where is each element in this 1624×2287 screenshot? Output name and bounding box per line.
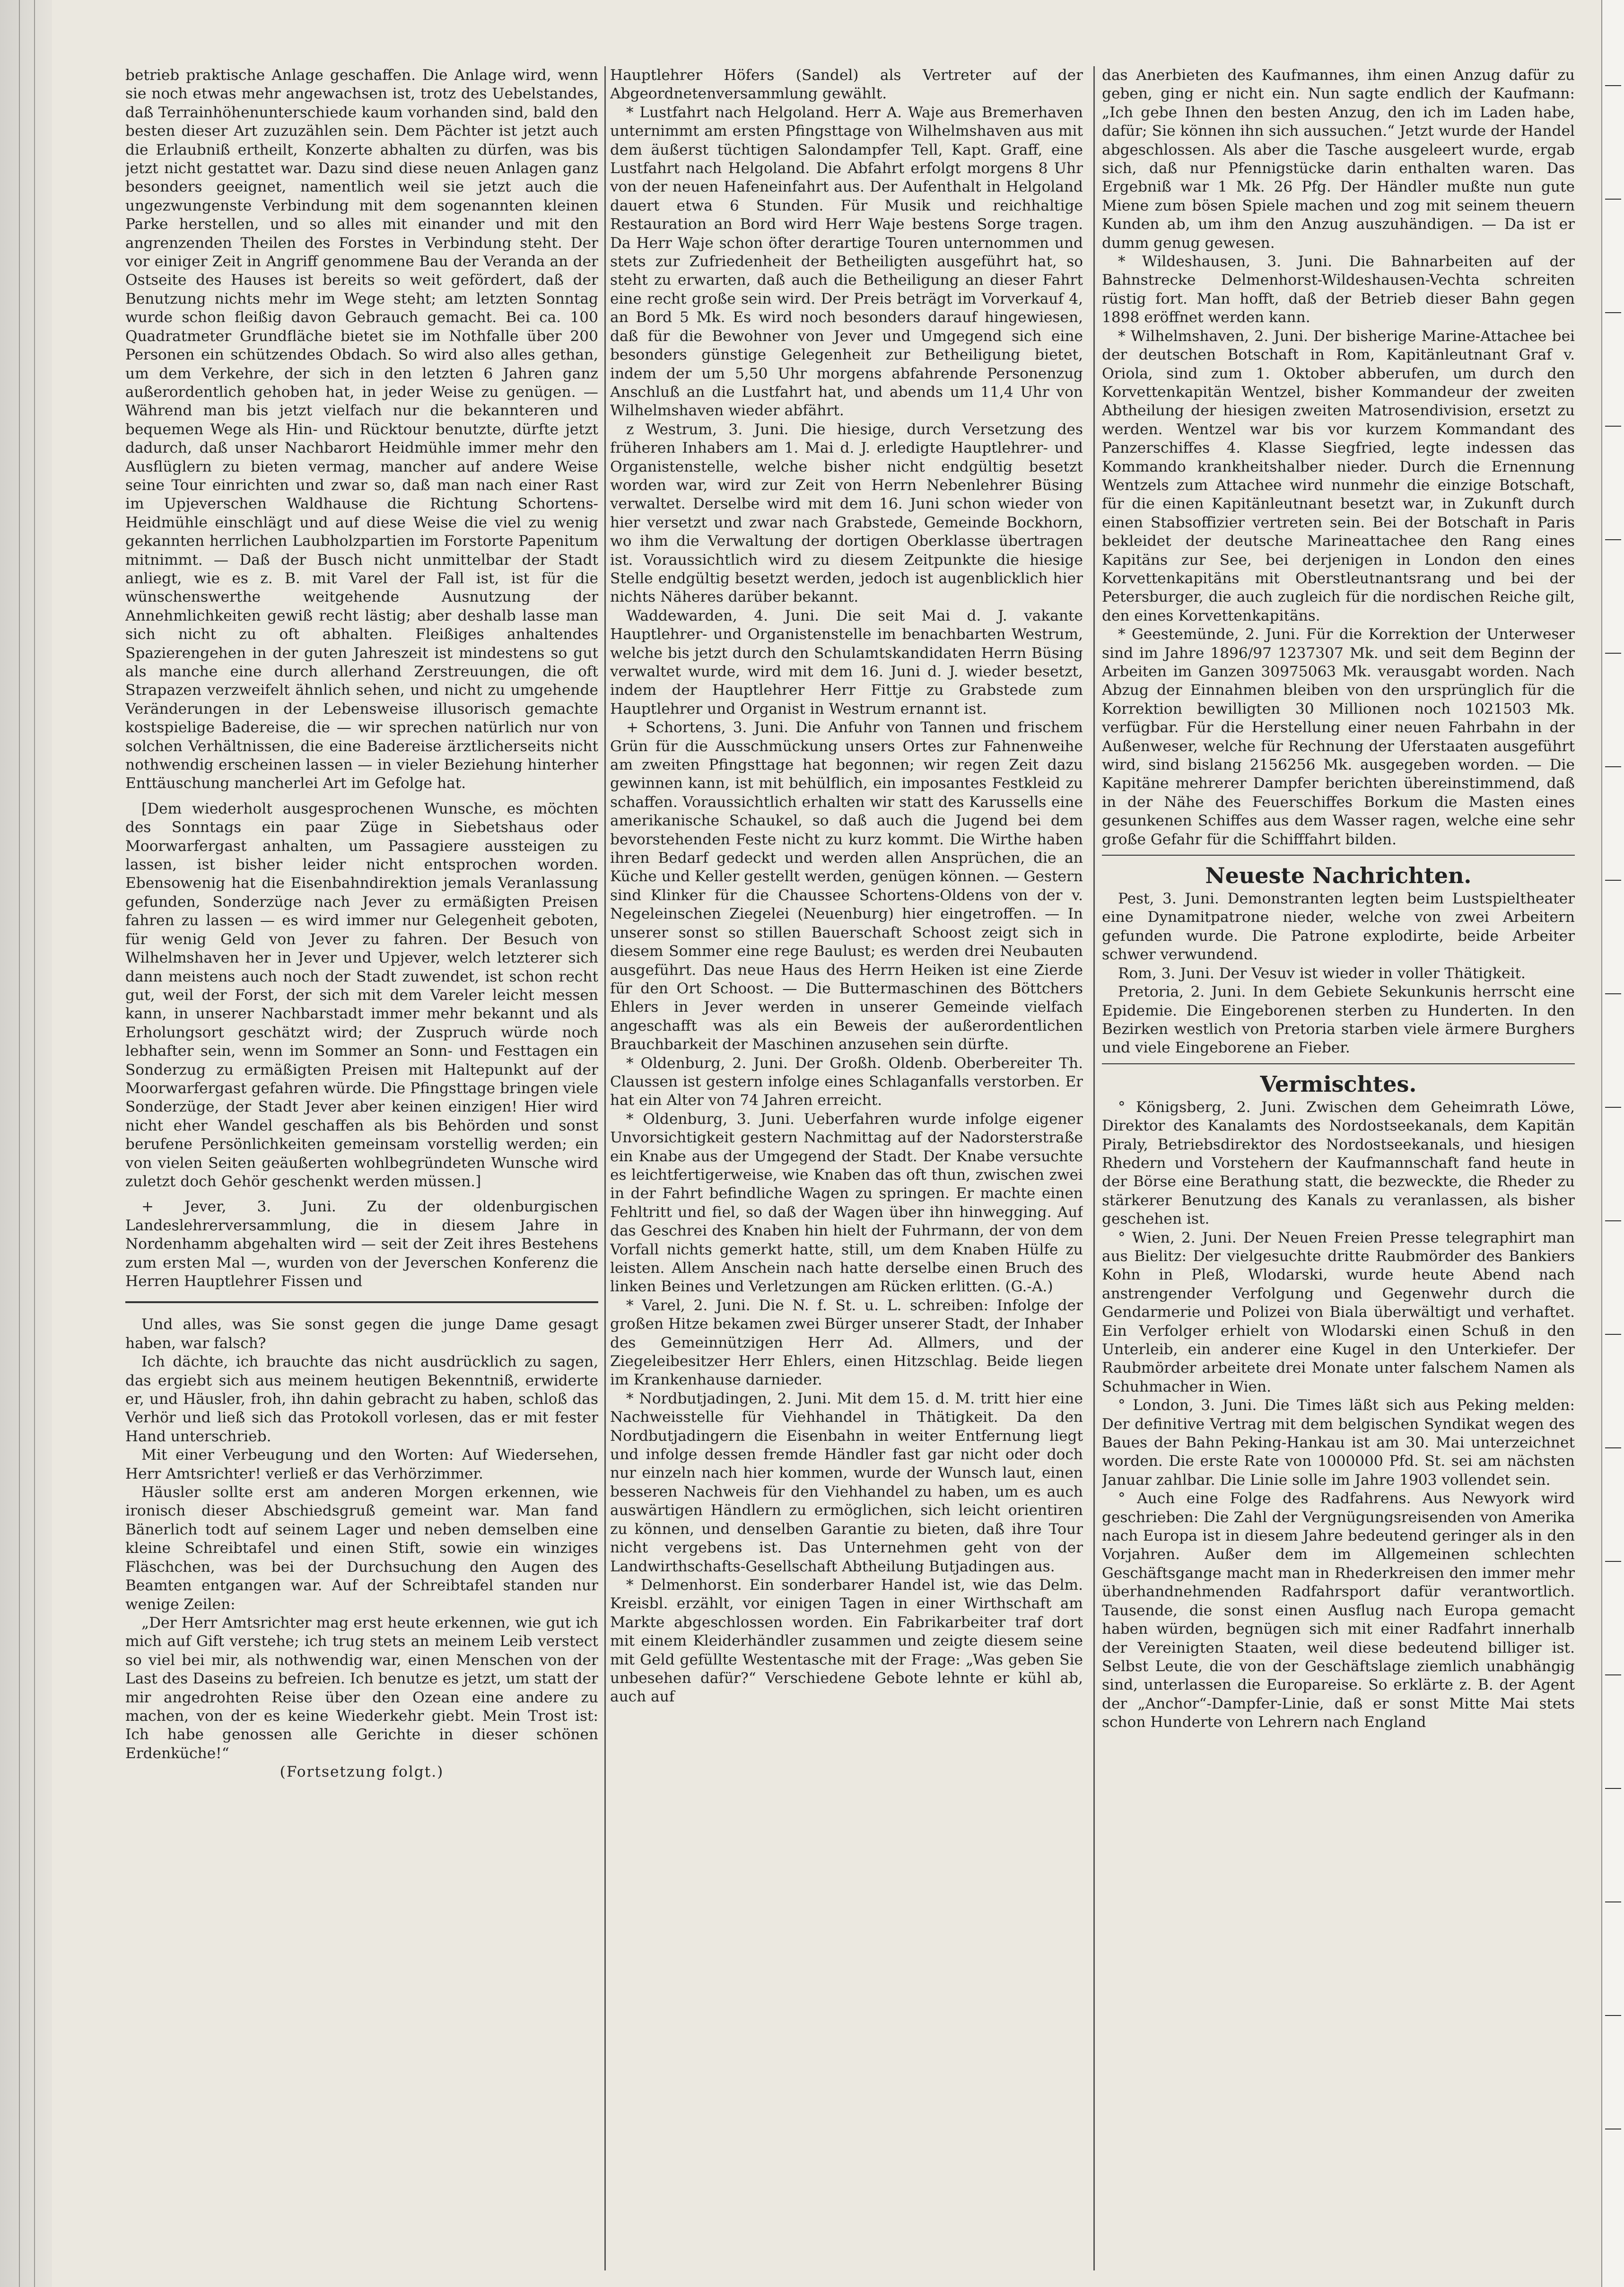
article-text: betrieb praktische Anlage geschaffen. Die Anlage wird, wenn sie noch etwas mehr angewachsen ist, trotz des Uebelstandes, daß Terrainhöhenunterschiede kaum vorhanden sind, bald den besten dieser Art zuzuzählen sein. Dem Pächter ist jetzt auch die Erlaubniß ertheilt, Konzerte abhalten zu dürfen, was bis jetzt nicht gestattet war. Dazu sind diese neuen Anlagen ganz besonders geeignet, namentlich weil sie jetzt auch die ungezwungenste Verbindung mit dem sogenannten kleinen Parke herstellen, und so alles mit einander und mit den angrenzenden Theilen des Forstes in Verbindung steht. Der vor einiger Zeit in Angriff genommene Bau der Veranda an der Ostseite des Hauses ist bereits so weit gefördert, daß der Benutzung nichts mehr im Wege steht; am letzten Sonntag wurde schon fleißig davon Gebrauch gemacht. Bei ca. 100 Quadratmeter Grundfläche bietet sie im Nothfalle über 200 Personen ein schützendes Obdach. So wird also alles gethan, um dem Verkehre, der sich in den letzten 6 Jahren ganz außerordentlich gehoben hat, in jeder Weise zu genügen. — Während man bis jetzt vielfach nur die bekannteren und bequemen Wege als Hin- und Rücktour benutzte, dürfte jetzt dadurch, daß unser Nachbarort Heidmühle immer mehr den Ausflüglern zu bieten vermag, mancher auf andere Weise seine Tour einrichten und zwar so, daß man nach einer Rast im Upjeverschen Waldhause die Richtung Schortens-Heidmühle einschlägt und auf diese Weise die viel zu wenig gekannten herrlichen Laubholzpartien im Forstorte Papenitum mitnimmt. — Daß der Busch nicht unmittelbar der Stadt anliegt, wie es z. B. mit Varel der Fall ist, ist für die wünschenswerthe weitgehende Ausnutzung der Annehmlichkeiten gewiß recht lästig; aber deshalb lasse man sich nicht zu oft abhalten. Fleißiges anhaltendes Spazierengehen in der guten Jahreszeit ist mindestens so gut als manche eine durch allerhand Zerstreuungen, die oft Strapazen verzweifelt ähnlich sehen, und nicht zu umgehende Veränderungen in der Lebensweise illusorisch gemachte kostspielige Badereise, die — wir sprechen natürlich nur von solchen Verhältnissen, die eine Badereise ärztlicherseits nicht nothwendig erscheinen lassen — in vieler Beziehung hinterher Enttäuschung mancherlei Art im Gefolge hat. bbox=[125, 67, 598, 792]
feuilleton-divider bbox=[125, 1301, 598, 1303]
column-3 bbox=[1102, 66, 1575, 1732]
article-text: * Lustfahrt nach Helgoland. Herr A. Waje aus Bremerhaven unternimmt am ersten Pfingsttage von Wilhelmshaven aus mit dem äußerst tüchtigen Salondampfer Tell, Kapt. Graff, eine Lustfahrt nach Helgoland. Die Abfahrt erfolgt morgens 8 Uhr von der neuen Hafeneinfahrt aus. Der Aufenthalt in Helgoland dauert etwa 6 Stunden. Für Musik und reichhaltige Restauration an Bord wird Herr Waje bestens Sorge tragen. Da Herr Waje schon öfter derartige Touren unternommen und stets zur Zufriedenheit der Betheiligten ausgeführt hat, so steht zu erwarten, daß auch die Betheiligung an dieser Fahrt eine recht große sein wird. Der Preis beträgt im Vorverkauf 4, an Bord 5 Mk. Es wird noch besonders darauf hingewiesen, daß für die Bewohner von Jever und Umgegend sich eine besonders günstige Gelegenheit zur Betheiligung bietet, indem der um 5,50 Uhr morgens abfahrende Personenzug Anschluß an die Lustfahrt hat, und abends um 11,4 Uhr von Wilhelmshaven wieder abfährt. bbox=[610, 104, 1083, 420]
article-text: * Delmenhorst. Ein sonderbarer Handel ist, wie das Delm. Kreisbl. erzählt, vor einigen Tagen in einer Wirthschaft am Markte abgeschlossen worden. Ein Fabrikarbeiter traf dort mit einem Kleiderhändler zusammen und zeigte diesem seine mit Geld gefüllte Westentasche mit der Frage: „Was geben Sie unbesehen dafür?“ Verschiedene Gebote lehnte er kühl ab, auch auf bbox=[610, 1576, 1083, 1706]
article-text: * Wildeshausen, 3. Juni. Die Bahnarbeiten auf der Bahnstrecke Delmenhorst-Wildeshausen-Vechta schreiten rüstig fort. Man hofft, daß der Betrieb dieser Bahn gegen 1898 eröffnet werden kann. bbox=[1102, 253, 1575, 326]
article-text: * Geestemünde, 2. Juni. Für die Korrektion der Unterweser sind im Jahre 1896/97 1237307 Mk. und seit dem Beginn der Arbeiten im Ganzen 30975063 Mk. verausgabt worden. Nach Abzug der Einnahmen bleiben von den ursprünglich für die Korrektion bewilligten 30 Millionen noch 1021503 Mk. verfügbar. Für die Herstellung einer neuen Fahrbahn in der Außenweser, welche für Rechnung der Uferstaaten ausgeführt wird, sind bislang 2156256 Mk. ausgegeben worden. — Die Kapitäne mehrerer Dampfer berichten übereinstimmend, daß in der Nähe des Feuerschiffes Borkum die Masten eines gesunkenen Schiffes aus dem Wasser ragen, welche eine sehr große Gefahr für die Schifffahrt bilden. bbox=[1102, 626, 1575, 848]
article-text: + Schortens, 3. Juni. Die Anfuhr von Tannen und frischem Grün für die Ausschmückung unsers Ortes zur Fahnenweihe am zweiten Pfingsttage hat begonnen; wir regen Zeit dazu gewinnen kann, ist mit behülflich, ein imposantes Festkleid zu schaffen. Voraussichtlich erhalten wir statt des Karussells eine amerikanische Schaukel, so daß auch die Jugend bei dem bevorstehenden Feste nicht zu kurz kommt. Die Wirthe haben ihren Bedarf gedeckt und werden allen Ansprüchen, die an Küche und Keller gestellt werden, genügen können. — Gestern sind Klinker für die Chaussee Schortens-Oldens von der v. Negeleinschen Ziegelei (Neuenburg) hier eingetroffen. — In unserer sonst so stillen Bauerschaft Schoost zeigt sich in diesem Sommer eine rege Baulust; es werden drei Neubauten ausgeführt. Das neue Haus des Herrn Heiken ist eine Zierde für den Ort Schoost. — Die Buttermaschinen des Böttchers Ehlers in Jever werden in unserer Gemeinde vielfach angeschafft was als ein Beweis der außerordentlichen Brauchbarkeit der Maschinen anzusehen sein dürfte. bbox=[610, 719, 1083, 1053]
feuilleton-text: Häusler sollte erst am anderen Morgen erkennen, wie ironisch dieser Abschiedsgruß gemeint war. Man fand Bänerlich todt auf seinem Lager und neben demselben eine kleine Schreibtafel und einen Stift, sowie ein winziges Fläschchen, was bei der Durchsuchung den Augen des Beamten entgangen war. Auf der Schreibtafel standen nur wenige Zeilen: bbox=[125, 1484, 598, 1613]
feuilleton-text: Mit einer Verbeugung und den Worten: Auf Wiedersehen, Herr Amtsrichter! verließ er das Verhörzimmer. bbox=[125, 1446, 598, 1482]
article-text: Hauptlehrer Höfers (Sandel) als Vertreter auf der Abgeordnetenversammlung gewählt. bbox=[610, 67, 1083, 103]
article-text: * Oldenburg, 2. Juni. Der Großh. Oldenb. Oberbereiter Th. Claussen ist gestern infolge eines Schlaganfalls verstorben. Er hat ein Alter von 74 Jahren erreicht. bbox=[610, 1054, 1083, 1109]
article-text: * Wilhelmshaven, 2. Juni. Der bisherige Marine-Attachee bei der deutschen Botschaft in Rom, Kapitänleutnant Graf v. Oriola, sind zum 1. Oktober abberufen, um durch den Korvettenkapitän Wentzel, bisher Kommandeur der zweiten Abtheilung der hiesigen zweiten Matrosendivision, ersetzt zu werden. Wentzel war bis vor kurzem Kommandant des Panzerschiffes 4. Klasse Siegfried, legte indessen das Kommando krankheitshalber nieder. Durch die Ernennung Wentzels zum Attachee wird nunmehr die einzige Botschaft, für die einen Kapitänleutnant besetzt war, in Zukunft durch einen Stabsoffizier vertreten sein. Bei der Botschaft in Paris bekleidet der deutsche Marineattachee den Rang eines Kapitäns zur See, bei derjenigen in London den eines Korvettenkapitäns mit Oberstleutnantsrang und bei der Petersburger, die auch zugleich für die nordischen Reiche gilt, den eines Korvettenkapitäns. bbox=[1102, 327, 1575, 624]
news-item: ° Auch eine Folge des Radfahrens. Aus Newyork wird geschrieben: Die Zahl der Vergnügungsreisenden von Amerika nach Europa ist in diesem Jahre bedeutend geringer als in den Vorjahren. Außer dem im Allgemeinen schlechten Geschäftsgange macht man in Rhederkreisen den immer mehr überhandnehmenden Radfahrsport dafür verantwortlich. Tausende, die sonst einen Ausflug nach Europa gemacht haben würden, begnügen sich mit einer Radfahrt innerhalb der Vereinigten Staaten, weil diese bedeutend billiger ist. Selbst Leute, die von der Geschäftslage ziemlich unabhängig sind, unterlassen die Europareise. So erklärte z. B. der Agent der „Anchor“-Dampfer-Linie, daß er sonst Mitte Mai stets schon Hunderte von Lehrern nach England bbox=[1102, 1490, 1575, 1731]
article-text: * Varel, 2. Juni. Die N. f. St. u. L. schreiben: Infolge der großen Hitze bekamen zwei Bürger unserer Stadt, der Inhaber des Gemeinnützigen Herr Ad. Allmers, und der Ziegeleibesitzer Herr Ehlers, einen Hitzschlag. Beide liegen im Krankenhause darnieder. bbox=[610, 1297, 1083, 1389]
column-rule bbox=[1093, 66, 1095, 2270]
news-item: Pest, 3. Juni. Demonstranten legten beim Lustspieltheater eine Dynamitpatrone nieder, welche von zwei Arbeitern gefunden wurde. Die Patrone explodirte, beide Arbeiter schwer verwundend. bbox=[1102, 890, 1575, 964]
section-divider bbox=[1102, 855, 1575, 856]
news-item: Pretoria, 2. Juni. In dem Gebiete Sekunkunis herrscht eine Epidemie. Die Eingeborenen sterben zu Hunderten. In den Bezirken westlich von Pretoria starben viele ärmere Burghers und viele Eingeborene an Fieber. bbox=[1102, 983, 1575, 1057]
news-item: ° Königsberg, 2. Juni. Zwischen dem Geheimrath Löwe, Direktor des Kanalamts des Nordostseekanals, dem Kapitän Piraly, Betriebsdirektor des Nordostseekanals, und hiesigen Rhedern und Vorstehern der Kaufmannschaft fand heute in der Börse eine Berathung statt, die bezweckte, die Rheder zu stärkerer Benutzung des Kanals zu veranlassen, als bisher geschehen ist. bbox=[1102, 1098, 1575, 1228]
section-heading: Neueste Nachrichten. bbox=[1205, 863, 1472, 889]
column-1 bbox=[125, 66, 598, 1782]
news-item: Rom, 3. Juni. Der Vesuv ist wieder in voller Thätigkeit. bbox=[1118, 964, 1526, 982]
column-rule bbox=[604, 66, 606, 2270]
section-heading: Vermischtes. bbox=[1260, 1071, 1417, 1097]
feuilleton-text: Und alles, was Sie sonst gegen die junge Dame gesagt haben, war falsch? bbox=[125, 1316, 598, 1352]
article-text: * Nordbutjadingen, 2. Juni. Mit dem 15. d. M. tritt hier eine Nachweisstelle für Viehhandel in Thätigkeit. Da den Nordbutjadingern die Eisenbahn in weiter Entfernung liegt und infolge dessen fremde Händler fast gar nicht oder doch nur einzeln nach hier kommen, wurde der Wunsch laut, einen besseren Nachweis für den Viehhandel zu haben, um es auch auswärtigen Händlern zu ermöglichen, sich leicht orientiren zu können, und denselben Garantie zu bieten, daß ihre Tour nicht vergebens ist. Das Unternehmen geht von der Landwirthschafts-Gesellschaft Abtheilung Butjadingen aus. bbox=[610, 1390, 1083, 1575]
article-text: das Anerbieten des Kaufmannes, ihm einen Anzug dafür zu geben, ging er nicht ein. Nun sagte endlich der Kaufmann: „Ich gebe Ihnen den besten Anzug, den ich im Laden habe, dafür; Sie können ihn sich aussuchen.“ Jetzt wurde der Handel abgeschlossen. Als aber die Tasche ausgeleert wurde, ergab sich, daß nur Pfennigstücke darin enthalten waren. Das Ergebniß war 1 Mk. 26 Pfg. Der Händler mußte nun gute Miene zum bösen Spiele machen und zog mit seinem theuern Kunden ab, um ihm den Anzug auszuhändigen. — Da ist er dumm genug gewesen. bbox=[1102, 67, 1575, 252]
book-binding-edge bbox=[0, 0, 52, 2287]
column-2 bbox=[610, 66, 1083, 1707]
feuilleton-text: Ich dächte, ich brauchte das nicht ausdrücklich zu sagen, das ergiebt sich aus meinem heutigen Bekenntniß, erwiderte er, und Häusler, froh, ihn dahin gebracht zu haben, schloß das Verhör und ließ sich das Protokoll vorlesen, das er mit fester Hand unterschrieb. bbox=[125, 1353, 598, 1445]
article-text: z Westrum, 3. Juni. Die hiesige, durch Versetzung des früheren Inhabers am 1. Mai d. J. erledigte Hauptlehrer- und Organistenstelle, welche bisher nicht endgültig besetzt worden war, wird zur Zeit von Herrn Nebenlehrer Büsing verwaltet. Derselbe wird mit dem 16. Juni schon wieder von hier versetzt und zwar nach Grabstede, Gemeinde Bockhorn, wo ihm die Verwaltung der dortigen Oberklasse übertragen ist. Voraussichtlich wird zu diesem Zeitpunkte die hiesige Stelle endgültig besetzt werden, jedoch ist augenblicklich hier nichts Näheres darüber bekannt. bbox=[610, 421, 1083, 606]
news-item: ° London, 3. Juni. Die Times läßt sich aus Peking melden: Der definitive Vertrag mit dem belgischen Syndikat wegen des Baues der Bahn Peking-Hankau ist am 30. Mai unterzeichnet worden. Die erste Rate von 1000000 Pfd. St. sei am nächsten Januar zahlbar. Die Linie solle im Jahre 1903 vollendet sein. bbox=[1102, 1397, 1575, 1489]
feuilleton-text: „Der Herr Amtsrichter mag erst heute erkennen, wie gut ich mich auf Gift verstehe; ich trug stets an meinem Leib verstect so viel bei mir, als nothwendig war, einen Menschen von der Last des Daseins zu befreien. Ich benutze es jetzt, um statt der mir angedrohten Reise über den Ozean eine andere zu machen, von der es keine Wiederkehr giebt. Mein Trost ist: Ich habe genossen alle Gerichte in dieser schönen Erdenküche!“ bbox=[125, 1614, 598, 1762]
article-text: * Oldenburg, 3. Juni. Ueberfahren wurde infolge eigener Unvorsichtigkeit gestern Nachmittag auf der Nadorsterstraße ein Knabe aus der Umgegend der Stadt. Der Knabe versuchte es leichtfertigerweise, wie Knaben das oft thun, zwischen zwei in der Fahrt befindliche Wagen zu springen. Er machte einen Fehltritt und fiel, so daß der Wagen über ihn hinwegging. Auf das Geschrei des Knaben hin hielt der Fuhrmann, der von dem Vorfall nichts gemerkt hatte, still, um dem Knaben Hülfe zu leisten. Allem Anschein nach hatte derselbe einen Bruch des linken Beines und Verletzungen am Rücken erlitten. (G.-A.) bbox=[610, 1110, 1083, 1296]
section-divider bbox=[1102, 1063, 1575, 1064]
article-text: + Jever, 3. Juni. Zu der oldenburgischen Landeslehrerversammlung, die in diesem Jahre in Nordenhamm abgehalten wird — seit der Zeit ihres Bestehens zum ersten Mal —, wurden von der Jeverschen Konferenz die Herren Hauptlehrer Fissen und bbox=[125, 1198, 598, 1290]
scan-scale-strip bbox=[1601, 0, 1624, 2287]
continued-note: (Fortsetzung folgt.) bbox=[279, 1763, 444, 1781]
news-item: ° Wien, 2. Juni. Der Neuen Freien Presse telegraphirt man aus Bielitz: Der vielgesuchte dritte Raubmörder des Bankiers Kohn in Pleß, Wlodarski, wurde heute Abend nach anstrengender Verfolgung und Gegenwehr durch die Gendarmerie und Polizei von Biala überwältigt und verhaftet. Ein Verfolger erhielt von Wlodarski einen Schuß in den Unterleib, ein anderer eine Kugel in den Unterkiefer. Der Raubmörder arbeitete drei Monate unter falschem Namen als Schuhmacher in Wien. bbox=[1102, 1229, 1575, 1395]
article-text: Waddewarden, 4. Juni. Die seit Mai d. J. vakante Hauptlehrer- und Organistenstelle im benachbarten Westrum, welche bis jetzt durch den Schulamtskandidaten Herrn Büsing verwaltet wurde, wird mit dem 16. Juni d. J. wieder besetzt, indem der Hauptlehrer Herr Fittje zu Grabstede zum Hauptlehrer und Organist in Westrum ernannt ist. bbox=[610, 607, 1083, 718]
article-text: [Dem wiederholt ausgesprochenen Wunsche, es möchten des Sonntags ein paar Züge in Siebetshaus oder Moorwarfergast anhalten, um Passagiere aussteigen zu lassen, ist bisher leider nicht entsprochen worden. Ebensowenig hat die Eisenbahndirektion jemals Veranlassung gefunden, Sonderzüge nach Jever zu ermäßigten Preisen fahren zu lassen — es wird immer nur Gelegenheit geboten, für wenig Geld von Jever zu fahren. Der Besuch von Wilhelmshaven her in Jever und Upjever, welch letzterer sich dann meistens auch noch der Stadt zuwendet, ist schon recht gut, weil der Forst, der sich mit dem Vareler leicht messen kann, in unserer Nachbarstadt immer mehr bekannt und als Erholungsort geschätzt wird; der Zuspruch würde noch lebhafter sein, wenn im Sommer an Sonn- und Festtagen ein Sonderzug zu ermäßigten Preisen mit Haltepunkt auf der Moorwarfergast gefahren würde. Die Pfingsttage bringen viele Sonderzüge, der Stadt Jever aber keinen einzigen! Hier wird nicht eher Wandel geschaffen als bis Behörden und sonst berufene Persönlichkeiten gemeinsam vorstellig werden; ein von vielen Seiten geäußerten wohlbegründeten Wunsche wird zuletzt doch Gehör geschenkt werden müssen.] bbox=[125, 800, 598, 1190]
